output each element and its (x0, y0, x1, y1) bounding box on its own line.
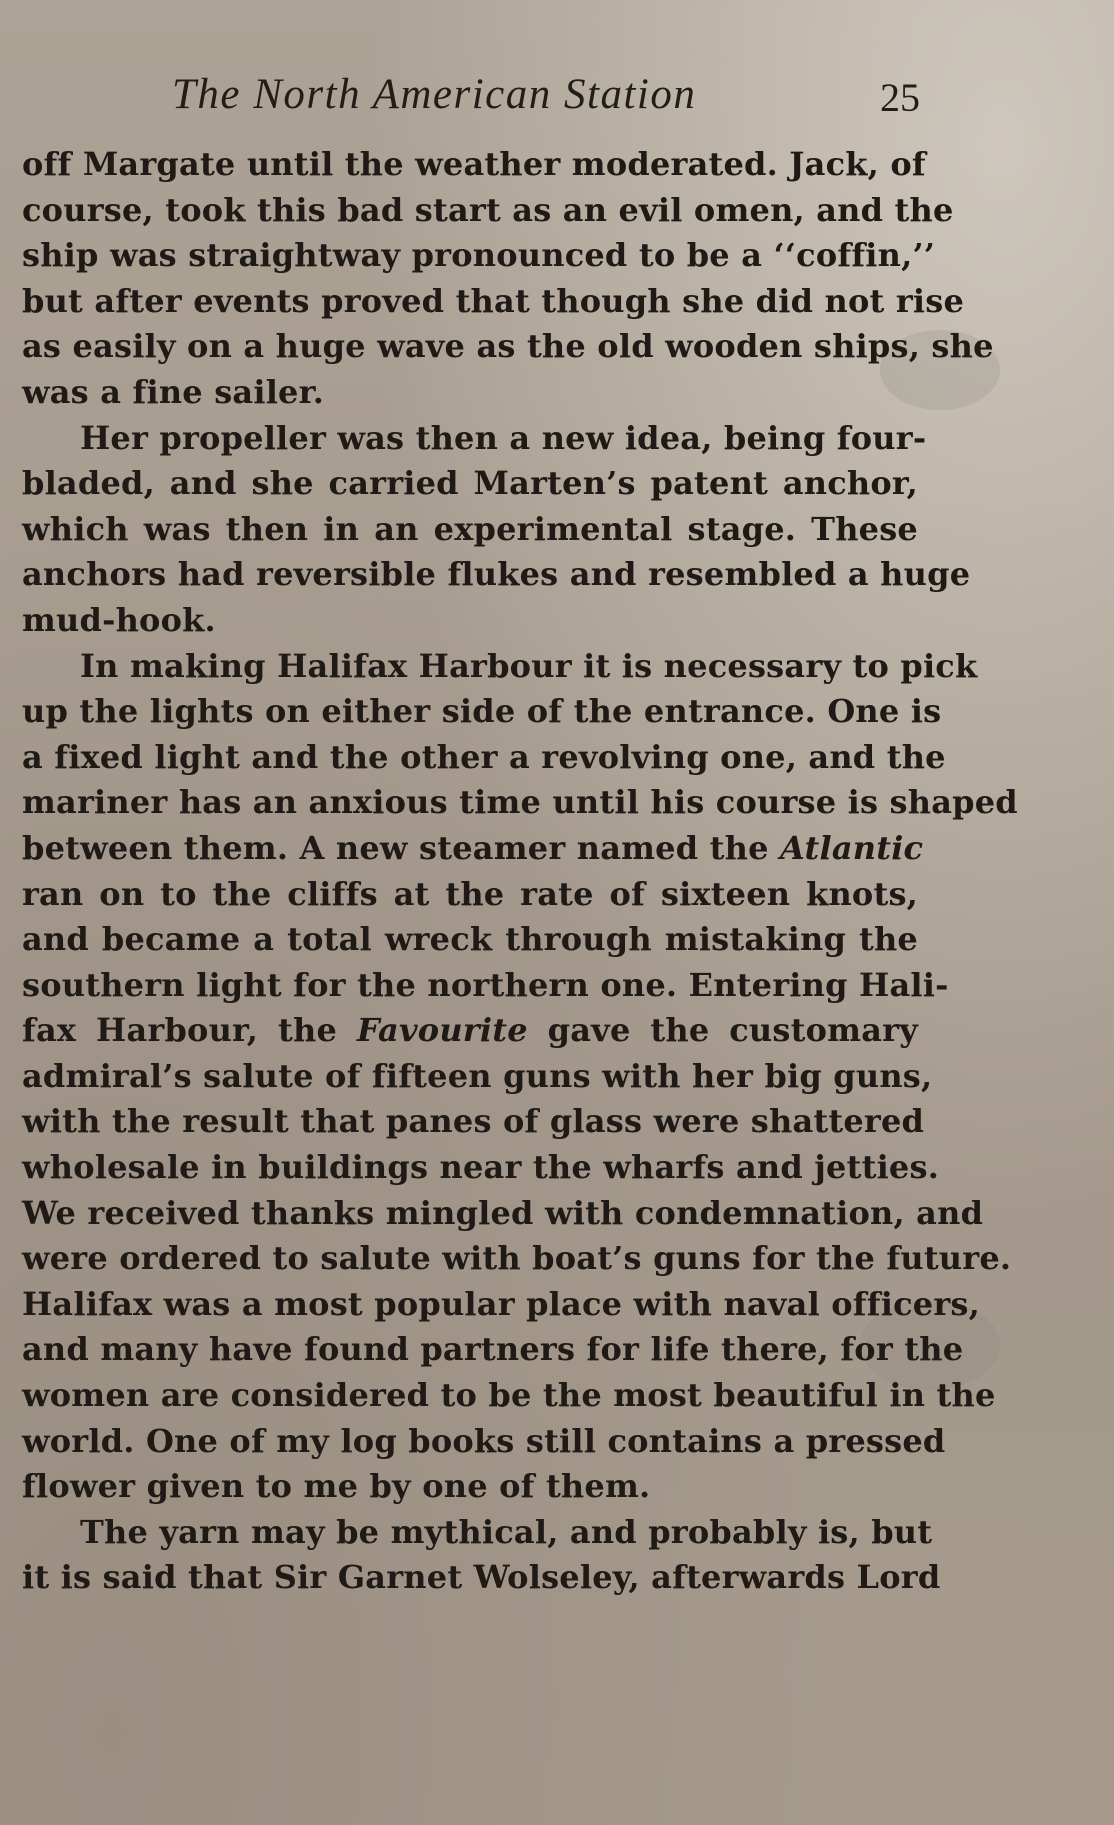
text-line: southern light for the northern one. Entering Hali- (22, 965, 949, 1004)
text-line-segment: gave the customary (527, 1011, 918, 1050)
text-line: as easily on a huge wave as the old wooden ships, she (22, 327, 994, 366)
running-title: The North American Station (172, 71, 697, 118)
text-line: In making Halifax Harbour it is necessary to pick (80, 646, 978, 685)
text-line: was a fine sailer. (22, 372, 325, 411)
text-line: and many have found partners for life there, for the (22, 1330, 964, 1369)
text-line: We received thanks mingled with condemnation, and (22, 1193, 984, 1232)
text-line (22, 826, 924, 872)
text-line: with the result that panes of glass were shattered (22, 1102, 925, 1141)
text-line: anchors had reversible flukes and resembled a huge (22, 555, 971, 594)
text-line: up the lights on either side of the entrance. One is (22, 692, 942, 731)
text-line: wholesale in buildings near the wharfs and jetties. (22, 1148, 940, 1187)
text-line: admiral’s salute of fifteen guns with her big guns, (22, 1056, 933, 1095)
text-line: Halifax was a most popular place with naval officers, (22, 1284, 980, 1323)
text-line: mariner has an anxious time until his course is shaped (22, 783, 1018, 822)
running-head (22, 62, 918, 134)
ship-name: Atlantic (780, 828, 924, 867)
text-line: women are considered to be the most beautiful in the (22, 1376, 996, 1415)
text-line: a fixed light and the other a revolving one, and the (22, 737, 946, 776)
page-number: 25 (880, 75, 920, 120)
text-line (22, 1008, 918, 1054)
text-line: but after events proved that though she did not rise (22, 281, 965, 320)
text-line: bladed, and she carried Marten’s patent anchor, (22, 464, 918, 503)
text-line: world. One of my log books still contains a pressed (22, 1421, 946, 1460)
text-line: flower given to me by one of them. (22, 1467, 651, 1506)
ship-name: Favourite (356, 1011, 528, 1050)
text-line: it is said that Sir Garnet Wolseley, afterwards Lord (22, 1558, 941, 1597)
text-line: ship was straightway pronounced to be a ‘‘coffin,’’ (22, 236, 936, 275)
text-line: mud-hook. (22, 600, 216, 639)
text-line: ran on to the cliffs at the rate of sixteen knots, (22, 874, 918, 913)
text-line: which was then in an experimental stage. These (22, 509, 918, 548)
text-line: The yarn may be mythical, and probably is, but (80, 1512, 933, 1551)
book-page (22, 62, 1018, 1601)
text-line: and became a total wreck through mistaking the (22, 920, 918, 959)
text-line: Her propeller was then a new idea, being four- (80, 418, 927, 457)
text-line: were ordered to salute with boat’s guns for the future. (22, 1239, 1012, 1278)
text-line-segment: fax Harbour, the (22, 1011, 357, 1050)
body-text (22, 142, 1018, 1601)
text-line-segment: between them. A new steamer named the (22, 828, 781, 867)
text-line: course, took this bad start as an evil omen, and the (22, 190, 954, 229)
text-line: off Margate until the weather moderated. Jack, of (22, 145, 926, 183)
